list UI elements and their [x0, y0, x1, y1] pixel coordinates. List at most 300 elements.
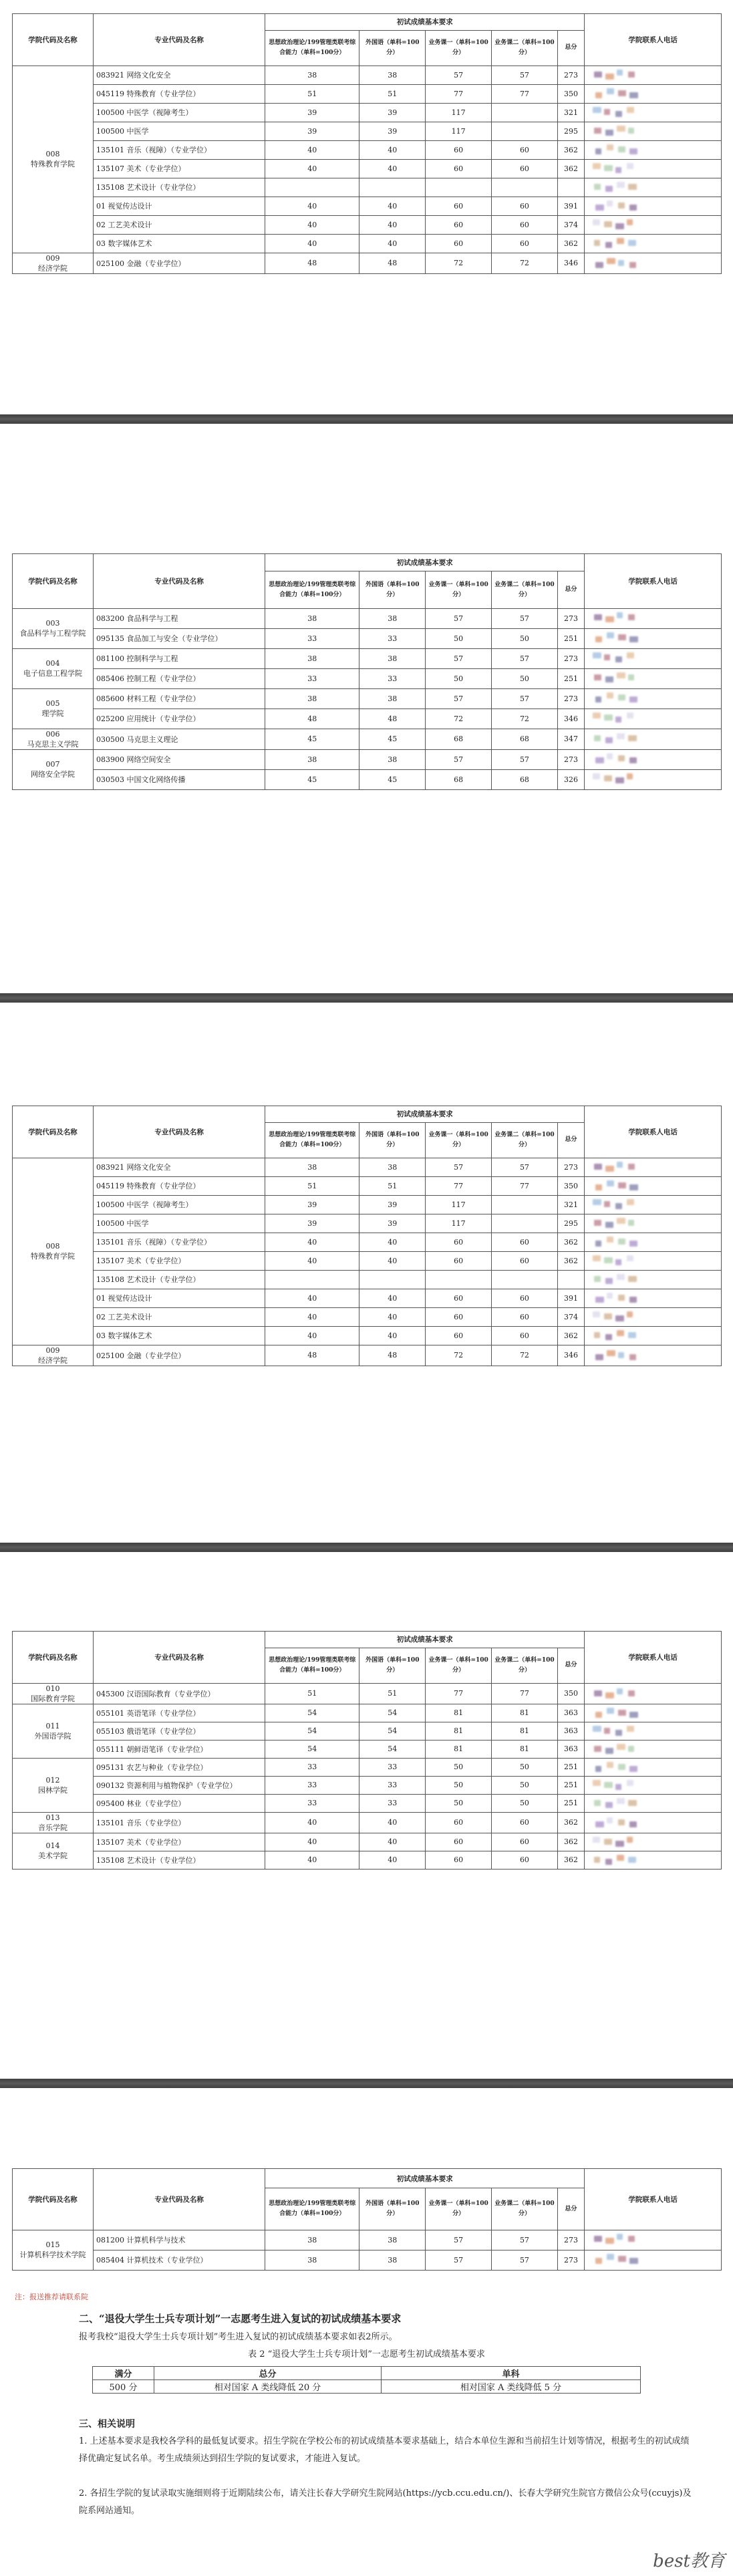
- redacted-contact: [628, 1164, 635, 1170]
- subject1-score: 81: [426, 1722, 492, 1740]
- subject2-score: 60: [492, 1251, 558, 1270]
- table-row: [13, 159, 722, 178]
- redacted-contact: [617, 126, 625, 132]
- subject1-score: 60: [426, 1251, 492, 1270]
- table-row: [13, 1214, 722, 1233]
- subject2-score: 60: [492, 234, 558, 253]
- subject1-score: 117: [426, 1214, 492, 1233]
- redacted-contact: [618, 90, 626, 96]
- redacted-contact: [628, 1746, 634, 1752]
- major-cell: 025100 金融（专业学位）: [94, 253, 265, 273]
- total-score: 362: [557, 1251, 584, 1270]
- contact-cell: [585, 1251, 722, 1270]
- redacted-contact: [595, 757, 604, 763]
- total-score: 362: [557, 159, 584, 178]
- total-score: 251: [557, 1776, 584, 1794]
- foreign-score: 33: [359, 1758, 426, 1776]
- contact-cell: [585, 2250, 722, 2270]
- redacted-contact: [627, 1780, 633, 1786]
- redacted-contact: [605, 2238, 614, 2244]
- subject2-score: 81: [492, 1722, 558, 1740]
- redacted-contact: [593, 1726, 601, 1732]
- contact-cell: [585, 648, 722, 668]
- redacted-contact: [618, 1764, 625, 1770]
- header-politics: 思想政治理论/199管理类联考综合能力（单科=100分）: [265, 571, 359, 609]
- major-cell: 030500 马克思主义理论: [94, 729, 265, 749]
- redacted-contact: [615, 1203, 622, 1209]
- subject1-score: 77: [426, 84, 492, 103]
- contact-cell: [585, 66, 722, 84]
- redacted-contact: [605, 1166, 614, 1172]
- subject1-score: 57: [426, 1158, 492, 1176]
- header-politics: 思想政治理论/199管理类联考综合能力（单科=100分）: [265, 1648, 359, 1683]
- redacted-contact: [615, 656, 622, 662]
- header-contact: 学院联系人电话: [585, 2169, 722, 2230]
- redacted-contact: [607, 1817, 613, 1823]
- table2-cell-full: 500 分: [93, 2380, 154, 2394]
- contact-wrap: [587, 160, 718, 176]
- contact-cell: [585, 1307, 722, 1326]
- redacted-contact: [617, 1855, 624, 1861]
- total-score: 362: [557, 1833, 584, 1851]
- redacted-contact: [604, 165, 613, 171]
- politics-score: 38: [265, 2250, 359, 2270]
- total-score: 346: [557, 253, 584, 273]
- subject1-score: 60: [426, 1307, 492, 1326]
- redacted-contact: [604, 221, 612, 227]
- score-table: [12, 1106, 722, 1366]
- redacted-contact: [594, 240, 600, 246]
- politics-score: [265, 178, 359, 197]
- table-row: [13, 688, 722, 709]
- politics-score: 54: [265, 1722, 359, 1740]
- header-total: 总分: [557, 30, 584, 66]
- major-cell: 025200 应用统计（专业学位）: [94, 709, 265, 729]
- subject1-score: 60: [426, 1812, 492, 1833]
- redacted-contact: [617, 238, 624, 244]
- redacted-contact: [617, 182, 625, 188]
- politics-score: 40: [265, 1833, 359, 1851]
- politics-score: 40: [265, 159, 359, 178]
- redacted-contact: [628, 1276, 637, 1282]
- subject1-score: 57: [426, 688, 492, 709]
- foreign-score: 38: [359, 66, 426, 84]
- redacted-contact: [627, 1837, 633, 1843]
- header-subject-1: 业务课一（单科=100分）: [426, 30, 492, 66]
- contact-wrap: [587, 650, 718, 667]
- major-cell: 055111 朝鲜语笔译（专业学位）: [94, 1740, 265, 1758]
- redacted-contact: [595, 92, 602, 98]
- header-major: 专业代码及名称: [94, 14, 265, 66]
- politics-score: 39: [265, 103, 359, 122]
- table-row: [13, 1270, 722, 1289]
- subject2-score: [492, 1195, 558, 1214]
- redacted-contact: [617, 2234, 623, 2240]
- subject2-score: 60: [492, 1233, 558, 1251]
- contact-wrap: [587, 771, 718, 788]
- contact-cell: [585, 1794, 722, 1812]
- contact-cell: [585, 1176, 722, 1195]
- header-politics: 思想政治理论/199管理类联考综合能力（单科=100分）: [265, 30, 359, 66]
- subject1-score: 57: [426, 608, 492, 628]
- politics-score: 38: [265, 688, 359, 709]
- redacted-contact: [594, 1690, 602, 1696]
- table2-cell-single: 相对国家 A 类线降低 5 分: [382, 2380, 641, 2394]
- foreign-score: 40: [359, 1833, 426, 1851]
- subject1-score: 60: [426, 1833, 492, 1851]
- major-cell: 090132 资源利用与植物保护（专业学位）: [94, 1776, 265, 1794]
- redacted-contact: [595, 148, 601, 154]
- redacted-contact: [605, 186, 613, 192]
- redacted-contact: [629, 696, 637, 702]
- subject2-score: 60: [492, 1307, 558, 1326]
- total-score: 321: [557, 103, 584, 122]
- politics-score: 33: [265, 1758, 359, 1776]
- subject1-score: 57: [426, 66, 492, 84]
- redacted-contact: [618, 2256, 626, 2262]
- header-subject-2: 业务课二（单科=100分）: [492, 1122, 558, 1158]
- redacted-contact: [604, 654, 610, 660]
- contact-wrap: [587, 1759, 718, 1775]
- total-score: 346: [557, 709, 584, 729]
- redacted-contact: [628, 674, 634, 680]
- subject1-score: 72: [426, 1345, 492, 1366]
- foreign-score: 38: [359, 688, 426, 709]
- subject2-score: 60: [492, 197, 558, 215]
- total-score: 295: [557, 1214, 584, 1233]
- redacted-contact: [629, 1297, 637, 1303]
- politics-score: 40: [265, 1812, 359, 1833]
- redacted-contact: [618, 1819, 625, 1825]
- redacted-contact: [593, 1311, 600, 1317]
- redacted-contact: [615, 1784, 621, 1790]
- subject1-score: 50: [426, 1758, 492, 1776]
- table-row: [13, 1195, 722, 1214]
- major-cell: 081200 计算机科学与技术: [94, 2230, 265, 2250]
- total-score: 362: [557, 140, 584, 159]
- politics-score: 40: [265, 197, 359, 215]
- subject2-score: 81: [492, 1740, 558, 1758]
- redacted-contact: [629, 92, 638, 98]
- subject2-score: 50: [492, 1776, 558, 1794]
- total-score: 273: [557, 1158, 584, 1176]
- header-basic-requirements: 初试成绩基本要求: [265, 14, 585, 31]
- table-row: [13, 215, 722, 234]
- total-score: 273: [557, 749, 584, 769]
- foreign-score: 40: [359, 1851, 426, 1869]
- foreign-score: 48: [359, 709, 426, 729]
- header-college: 学院代码及名称: [13, 14, 94, 66]
- politics-score: 38: [265, 749, 359, 769]
- score-table: [12, 2168, 722, 2271]
- contact-cell: [585, 215, 722, 234]
- foreign-score: 40: [359, 1289, 426, 1307]
- redacted-contact: [605, 616, 614, 622]
- redacted-contact: [593, 1255, 601, 1261]
- foreign-score: 39: [359, 103, 426, 122]
- header-college: 学院代码及名称: [13, 1106, 94, 1158]
- score-table: [12, 13, 722, 274]
- contact-cell: [585, 1683, 722, 1704]
- redacted-contact: [605, 242, 612, 248]
- contact-wrap: [587, 1309, 718, 1325]
- page-separator: [0, 993, 733, 1003]
- major-cell: 083921 网络文化安全: [94, 66, 265, 84]
- redacted-contact: [595, 1297, 604, 1303]
- subject2-score: [492, 1214, 558, 1233]
- redacted-contact: [607, 201, 613, 207]
- college-cell: 011 外国语学院: [13, 1704, 94, 1758]
- major-cell: 081100 控制科学与工程: [94, 648, 265, 668]
- contact-cell: [585, 1289, 722, 1307]
- subject2-score: 81: [492, 1704, 558, 1722]
- college-cell: 005 理学院: [13, 688, 94, 729]
- header-subject-1: 业务课一（单科=100分）: [426, 1648, 492, 1683]
- redacted-contact: [618, 1239, 625, 1245]
- total-score: 251: [557, 628, 584, 648]
- total-score: 350: [557, 84, 584, 103]
- subject2-score: 72: [492, 709, 558, 729]
- redacted-contact: [629, 1241, 637, 1247]
- redacted-contact: [618, 1352, 624, 1358]
- redacted-contact: [594, 1800, 601, 1806]
- redacted-contact: [593, 163, 601, 169]
- foreign-score: [359, 178, 426, 197]
- major-cell: 135101 音乐（专业学位）: [94, 1812, 265, 1833]
- foreign-score: 40: [359, 234, 426, 253]
- redacted-contact: [617, 1274, 625, 1280]
- contact-wrap: [587, 630, 718, 647]
- table-row: [13, 668, 722, 688]
- major-cell: 135107 美术（专业学位）: [94, 1833, 265, 1851]
- politics-score: 33: [265, 1776, 359, 1794]
- college-cell: 014 美术学院: [13, 1833, 94, 1869]
- redacted-contact: [594, 2236, 602, 2242]
- table-row: [13, 1326, 722, 1345]
- table-row: [13, 729, 722, 749]
- major-cell: 02 工艺美术设计: [94, 1307, 265, 1326]
- subject1-score: 60: [426, 197, 492, 215]
- header-college: 学院代码及名称: [13, 1632, 94, 1684]
- major-cell: 095400 林业（专业学位）: [94, 1794, 265, 1812]
- section2-paragraph: 报考我校“退役大学生士兵专项计划”考生进入复试的初试成绩基本要求如表2所示。: [79, 2332, 398, 2342]
- redacted-contact: [593, 219, 600, 225]
- redacted-contact: [629, 262, 636, 268]
- foreign-score: 33: [359, 628, 426, 648]
- politics-score: 33: [265, 628, 359, 648]
- college-cell: 006 马克思主义学院: [13, 729, 94, 749]
- foreign-score: 40: [359, 140, 426, 159]
- redacted-contact: [605, 1692, 614, 1698]
- redacted-contact: [607, 632, 614, 638]
- table-row: [13, 1851, 722, 1869]
- total-score: 374: [557, 1307, 584, 1326]
- header-basic-requirements: 初试成绩基本要求: [265, 554, 585, 571]
- table-row: [13, 1833, 722, 1851]
- contact-wrap: [587, 2251, 718, 2269]
- foreign-score: 48: [359, 253, 426, 273]
- total-score: 251: [557, 1758, 584, 1776]
- contact-cell: [585, 2230, 722, 2250]
- politics-score: 40: [265, 234, 359, 253]
- header-subject-2: 业务课二（单科=100分）: [492, 2188, 558, 2230]
- redacted-contact: [593, 652, 601, 658]
- header-major: 专业代码及名称: [94, 2169, 265, 2230]
- score-table: [12, 553, 722, 790]
- subject1-score: 50: [426, 1794, 492, 1812]
- subject2-score: 50: [492, 1794, 558, 1812]
- redacted-contact: [604, 775, 612, 781]
- redacted-contact: [617, 1798, 625, 1804]
- politics-score: 54: [265, 1740, 359, 1758]
- subject1-score: 57: [426, 749, 492, 769]
- contact-cell: [585, 1195, 722, 1214]
- subject1-score: 60: [426, 234, 492, 253]
- contact-cell: [585, 628, 722, 648]
- redacted-contact: [615, 1730, 622, 1736]
- contact-wrap: [587, 1815, 718, 1830]
- total-score: [557, 178, 584, 197]
- major-cell: 135108 艺术设计（专业学位）: [94, 1851, 265, 1869]
- contact-wrap: [587, 198, 718, 214]
- subject2-score: 60: [492, 1289, 558, 1307]
- politics-score: 33: [265, 1794, 359, 1812]
- contact-cell: [585, 1345, 722, 1366]
- redacted-contact: [593, 1837, 600, 1843]
- table-row: [13, 769, 722, 789]
- table-row: [13, 1740, 722, 1758]
- header-foreign-language: 外国语（单科=100分）: [359, 1648, 426, 1683]
- contact-wrap: [587, 670, 718, 687]
- contact-wrap: [587, 1196, 718, 1212]
- redacted-contact: [629, 636, 638, 642]
- redacted-contact: [615, 111, 622, 117]
- table2-cell-total: 相对国家 A 类线降低 20 分: [154, 2380, 382, 2394]
- major-cell: 085600 材料工程（专业学位）: [94, 688, 265, 709]
- contact-cell: [585, 197, 722, 215]
- subject1-score: 60: [426, 215, 492, 234]
- redacted-contact: [628, 72, 635, 78]
- subject2-score: 60: [492, 159, 558, 178]
- header-college: 学院代码及名称: [13, 2169, 94, 2230]
- contact-cell: [585, 1270, 722, 1289]
- redacted-contact: [605, 1278, 613, 1284]
- contact-wrap: [587, 1347, 718, 1364]
- foreign-score: 39: [359, 1195, 426, 1214]
- foreign-score: 40: [359, 1326, 426, 1345]
- table-row: [13, 1683, 722, 1704]
- redacted-contact: [605, 1859, 612, 1865]
- major-cell: 135101 音乐（视障）（专业学位）: [94, 1233, 265, 1251]
- watermark: best教育: [653, 2551, 725, 2571]
- major-cell: 01 视觉传达设计: [94, 1289, 265, 1307]
- foreign-score: 33: [359, 1794, 426, 1812]
- politics-score: 38: [265, 608, 359, 628]
- subject2-score: 57: [492, 66, 558, 84]
- major-cell: 100500 中医学: [94, 122, 265, 140]
- subject1-score: 57: [426, 2230, 492, 2250]
- table-row: [13, 1794, 722, 1812]
- header-contact: 学院联系人电话: [585, 1632, 722, 1684]
- foreign-score: 54: [359, 1704, 426, 1722]
- politics-score: 48: [265, 709, 359, 729]
- contact-wrap: [587, 1234, 718, 1250]
- contact-cell: [585, 1326, 722, 1345]
- redacted-contact: [604, 109, 610, 115]
- redacted-contact: [628, 128, 634, 134]
- redacted-contact: [617, 672, 625, 678]
- college-cell: 003 食品科学与工程学院: [13, 608, 94, 648]
- page-separator: [0, 414, 733, 424]
- redacted-contact: [593, 1780, 601, 1786]
- header-major: 专业代码及名称: [94, 1106, 265, 1158]
- table-row: [13, 122, 722, 140]
- header-total: 总分: [557, 1648, 584, 1683]
- redacted-contact: [628, 614, 635, 620]
- redacted-contact: [617, 1688, 623, 1694]
- header-subject-1: 业务课一（单科=100分）: [426, 1122, 492, 1158]
- contact-cell: [585, 1722, 722, 1740]
- contact-wrap: [587, 2231, 718, 2248]
- total-score: 362: [557, 1233, 584, 1251]
- subject2-score: 57: [492, 1158, 558, 1176]
- header-foreign-language: 外国语（单科=100分）: [359, 2188, 426, 2230]
- header-total: 总分: [557, 571, 584, 609]
- redacted-contact: [593, 1199, 601, 1205]
- header-subject-2: 业务课二（单科=100分）: [492, 1648, 558, 1683]
- subject1-score: 81: [426, 1704, 492, 1722]
- redacted-contact: [594, 1220, 601, 1226]
- table2-caption: 表 2 “退役大学生士兵专项计划”一志愿考生初试成绩基本要求: [248, 2349, 485, 2359]
- major-cell: 03 数字媒体艺术: [94, 234, 265, 253]
- subject2-score: 57: [492, 608, 558, 628]
- contact-cell: [585, 84, 722, 103]
- total-score: 251: [557, 668, 584, 688]
- contact-wrap: [587, 1215, 718, 1231]
- contact-cell: [585, 1233, 722, 1251]
- contact-wrap: [587, 1852, 718, 1867]
- major-cell: 135101 音乐（视障）（专业学位）: [94, 140, 265, 159]
- subject2-score: 72: [492, 253, 558, 273]
- subject1-score: 117: [426, 1195, 492, 1214]
- politics-score: 45: [265, 729, 359, 749]
- redacted-contact: [605, 676, 613, 682]
- major-cell: 02 工艺美术设计: [94, 215, 265, 234]
- contact-wrap: [587, 1834, 718, 1849]
- subject1-score: 60: [426, 1851, 492, 1869]
- subject1-score: 72: [426, 253, 492, 273]
- politics-score: 40: [265, 215, 359, 234]
- contact-cell: [585, 1851, 722, 1869]
- redacted-contact: [607, 1237, 613, 1243]
- redacted-contact: [605, 1334, 612, 1340]
- redacted-contact: [595, 262, 603, 268]
- contact-wrap: [587, 217, 718, 233]
- redacted-contact: [615, 223, 624, 229]
- redacted-contact: [627, 1311, 633, 1317]
- redacted-contact: [617, 1162, 623, 1168]
- redacted-contact: [629, 2258, 638, 2264]
- college-cell: 012 园林学院: [13, 1758, 94, 1812]
- total-score: 273: [557, 688, 584, 709]
- table-row: [13, 648, 722, 668]
- redacted-contact: [618, 203, 625, 209]
- contact-wrap: [587, 104, 718, 120]
- table-row: [13, 1704, 722, 1722]
- subject2-score: 68: [492, 729, 558, 749]
- redacted-contact: [629, 1354, 636, 1360]
- total-score: 391: [557, 1289, 584, 1307]
